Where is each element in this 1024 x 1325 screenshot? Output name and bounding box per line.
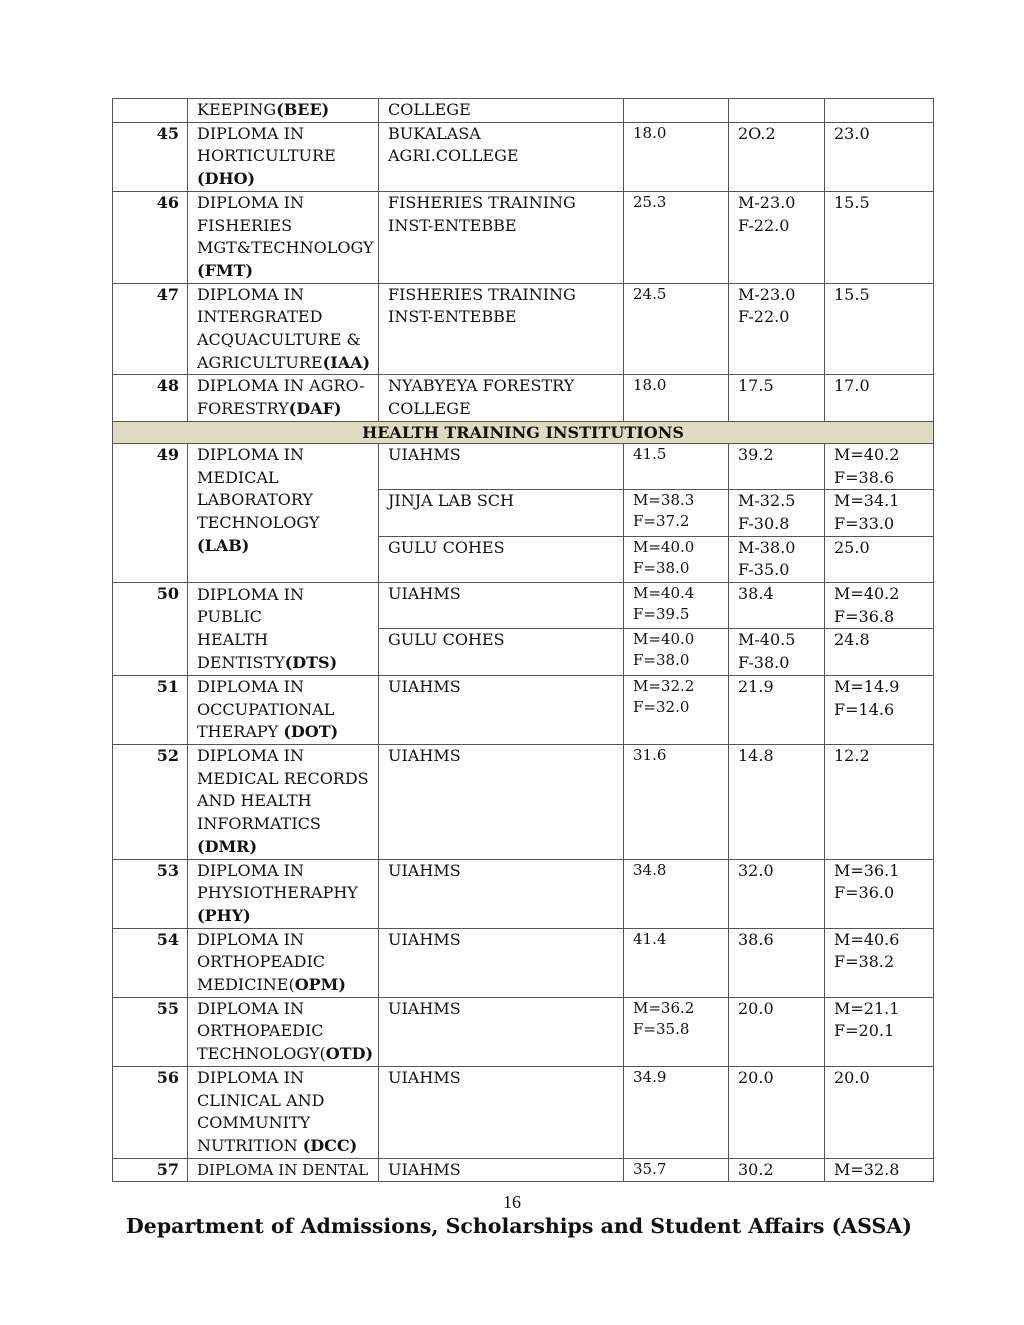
college-name: FISHERIES TRAINING INST-ENTEBBE: [379, 191, 624, 283]
cutoff-value-2: M-38.0 F-35.0: [729, 536, 825, 582]
cutoff-value-3: M=32.8: [825, 1158, 934, 1182]
cutoff-value-1: M=40.0 F=38.0: [624, 536, 729, 582]
cutoff-value-1: [624, 99, 729, 123]
program-name: DIPLOMA IN ORTHOPAEDIC TECHNOLOGY(OTD): [188, 997, 379, 1066]
cutoff-value-3: M=40.2 F=36.8: [825, 583, 934, 629]
college-name: GULU COHES: [379, 536, 624, 582]
college-name: UIAHMS: [379, 583, 624, 629]
cutoff-value-3: 17.0: [825, 375, 934, 421]
table-row: [113, 997, 934, 1066]
table-row: [113, 443, 934, 489]
row-number: 53: [113, 859, 188, 928]
row-number: 47: [113, 283, 188, 375]
cutoff-value-2: 21.9: [729, 675, 825, 744]
program-name: DIPLOMA IN FISHERIES MGT&TECHNOLOGY (FMT): [188, 191, 379, 283]
program-code: (PHY): [197, 905, 251, 925]
cutoff-value-2: M-40.5 F-38.0: [729, 629, 825, 675]
page-number: 16: [503, 1192, 521, 1212]
program-code: OTD): [325, 1044, 374, 1064]
table-row: [113, 859, 934, 928]
cutoff-value-2: 38.4: [729, 583, 825, 629]
cutoff-value-1: M=40.0 F=38.0: [624, 629, 729, 675]
program-code: (DHO): [197, 169, 256, 189]
table-row: [113, 1158, 934, 1182]
program-name: DIPLOMA IN HORTICULTURE (DHO): [188, 122, 379, 191]
college-name: FISHERIES TRAINING INST-ENTEBBE: [379, 283, 624, 375]
cutoff-value-1: 34.9: [624, 1066, 729, 1158]
program-code: (DAF): [288, 399, 342, 419]
row-number: 51: [113, 675, 188, 744]
program-name: DIPLOMA IN AGRO- FORESTRY(DAF): [188, 375, 379, 421]
cutoff-value-2: 39.2: [729, 443, 825, 489]
program-code: (BEE): [276, 100, 330, 119]
college-name: UIAHMS: [379, 443, 624, 489]
row-number: 46: [113, 191, 188, 283]
row-number: 57: [113, 1158, 188, 1182]
program-name: DIPLOMA IN OCCUPATIONAL THERAPY (DOT): [188, 675, 379, 744]
cutoff-value-2: 14.8: [729, 744, 825, 859]
cutoff-value-3: M=14.9 F=14.6: [825, 675, 934, 744]
cutoff-value-3: 15.5: [825, 191, 934, 283]
row-number: [113, 99, 188, 123]
college-name: UIAHMS: [379, 859, 624, 928]
program-name: KEEPING(BEE): [188, 99, 379, 123]
college-name: UIAHMS: [379, 744, 624, 859]
cutoff-value-1: 24.5: [624, 283, 729, 375]
program-code: (DMR): [197, 836, 258, 856]
college-name: UIAHMS: [379, 675, 624, 744]
cutoff-value-3: 24.8: [825, 629, 934, 675]
row-number: 45: [113, 122, 188, 191]
program-name: DIPLOMA IN PHYSIOTHERAPHY (PHY): [188, 859, 379, 928]
cutoff-value-3: M=40.2 F=38.6: [825, 443, 934, 489]
table-row: [113, 99, 934, 123]
row-number: 55: [113, 997, 188, 1066]
program-code: (DCC): [302, 1135, 358, 1155]
college-name: BUKALASA AGRI.COLLEGE: [379, 122, 624, 191]
table-row: [113, 283, 934, 375]
cutoff-value-3: M=34.1 F=33.0: [825, 490, 934, 536]
table-row: [113, 191, 934, 283]
section-heading: HEALTH TRAINING INSTITUTIONS: [113, 421, 934, 443]
college-name: UIAHMS: [379, 997, 624, 1066]
cutoff-value-1: M=36.2 F=35.8: [624, 997, 729, 1066]
row-number: 52: [113, 744, 188, 859]
row-number: 54: [113, 928, 188, 997]
cutoff-value-2: 30.2: [729, 1158, 825, 1182]
cutoff-value-1: 41.5: [624, 443, 729, 489]
table-row: [113, 583, 934, 629]
cutoff-value-3: [825, 99, 934, 123]
cutoff-value-3: M=40.6 F=38.2: [825, 928, 934, 997]
cutoff-value-2: M-32.5 F-30.8: [729, 490, 825, 536]
college-name: UIAHMS: [379, 1066, 624, 1158]
cutoff-value-2: 20.0: [729, 997, 825, 1066]
row-number: 50: [113, 583, 188, 676]
row-number: 56: [113, 1066, 188, 1158]
program-code: (IAA): [322, 352, 371, 372]
college-name: JINJA LAB SCH: [379, 490, 624, 536]
program-code: (DTS): [284, 652, 338, 672]
cutoff-value-2: 17.5: [729, 375, 825, 421]
cutoff-value-3: 25.0: [825, 536, 934, 582]
table-row: [113, 928, 934, 997]
cutoff-value-1: M=38.3 F=37.2: [624, 490, 729, 536]
table-row: [113, 675, 934, 744]
table-row: [113, 375, 934, 421]
program-name: DIPLOMA IN MEDICAL RECORDS AND HEALTH INFORMATICS (DMR): [188, 744, 379, 859]
program-name: DIPLOMA IN CLINICAL AND COMMUNITY NUTRITION (DCC): [188, 1066, 379, 1158]
table-row: [113, 744, 934, 859]
cutoff-value-1: M=32.2 F=32.0: [624, 675, 729, 744]
cutoff-value-3: 23.0: [825, 122, 934, 191]
cutoff-value-2: 32.0: [729, 859, 825, 928]
program-name: DIPLOMA IN ORTHOPEADIC MEDICINE(OPM): [188, 928, 379, 997]
program-code: OPM): [294, 975, 346, 995]
cutoff-value-1: M=40.4 F=39.5: [624, 583, 729, 629]
section-heading-row: [113, 421, 934, 443]
table-row: [113, 122, 934, 191]
cutoff-points-table: [112, 98, 934, 1182]
cutoff-value-2: [729, 99, 825, 123]
cutoff-value-1: 25.3: [624, 191, 729, 283]
cutoff-value-2: M-23.0 F-22.0: [729, 191, 825, 283]
cutoff-value-3: 15.5: [825, 283, 934, 375]
cutoff-value-2: M-23.0 F-22.0: [729, 283, 825, 375]
cutoff-value-2: 2O.2: [729, 122, 825, 191]
cutoff-value-1: 18.0: [624, 375, 729, 421]
cutoff-value-1: 34.8: [624, 859, 729, 928]
cutoff-value-3: M=36.1 F=36.0: [825, 859, 934, 928]
college-name: NYABYEYA FORESTRY COLLEGE: [379, 375, 624, 421]
cutoff-value-3: 20.0: [825, 1066, 934, 1158]
program-name: DIPLOMA IN DENTAL: [188, 1158, 379, 1182]
college-name: GULU COHES: [379, 629, 624, 675]
college-name: COLLEGE: [379, 99, 624, 123]
footer-department-title: Department of Admissions, Scholarships and Student Affairs (ASSA): [126, 1214, 912, 1238]
cutoff-value-3: 12.2: [825, 744, 934, 859]
college-name: UIAHMS: [379, 928, 624, 997]
program-code: (LAB): [197, 535, 250, 555]
row-number: 49: [113, 443, 188, 582]
row-number: 48: [113, 375, 188, 421]
cutoff-value-2: 20.0: [729, 1066, 825, 1158]
program-name: DIPLOMA IN MEDICAL LABORATORY TECHNOLOGY (LAB): [188, 443, 379, 582]
cutoff-value-3: M=21.1 F=20.1: [825, 997, 934, 1066]
cutoff-value-1: 41.4: [624, 928, 729, 997]
program-code: (FMT): [197, 260, 254, 280]
cutoff-value-1: 35.7: [624, 1158, 729, 1182]
table-row: [113, 1066, 934, 1158]
program-code: (DOT): [283, 722, 339, 742]
program-name: DIPLOMA IN PUBLIC HEALTH DENTISTY(DTS): [188, 583, 379, 676]
cutoff-value-1: 31.6: [624, 744, 729, 859]
college-name: UIAHMS: [379, 1158, 624, 1182]
cutoff-value-1: 18.0: [624, 122, 729, 191]
program-name: DIPLOMA IN INTERGRATED ACQUACULTURE & AGRICULTURE(IAA): [188, 283, 379, 375]
cutoff-value-2: 38.6: [729, 928, 825, 997]
